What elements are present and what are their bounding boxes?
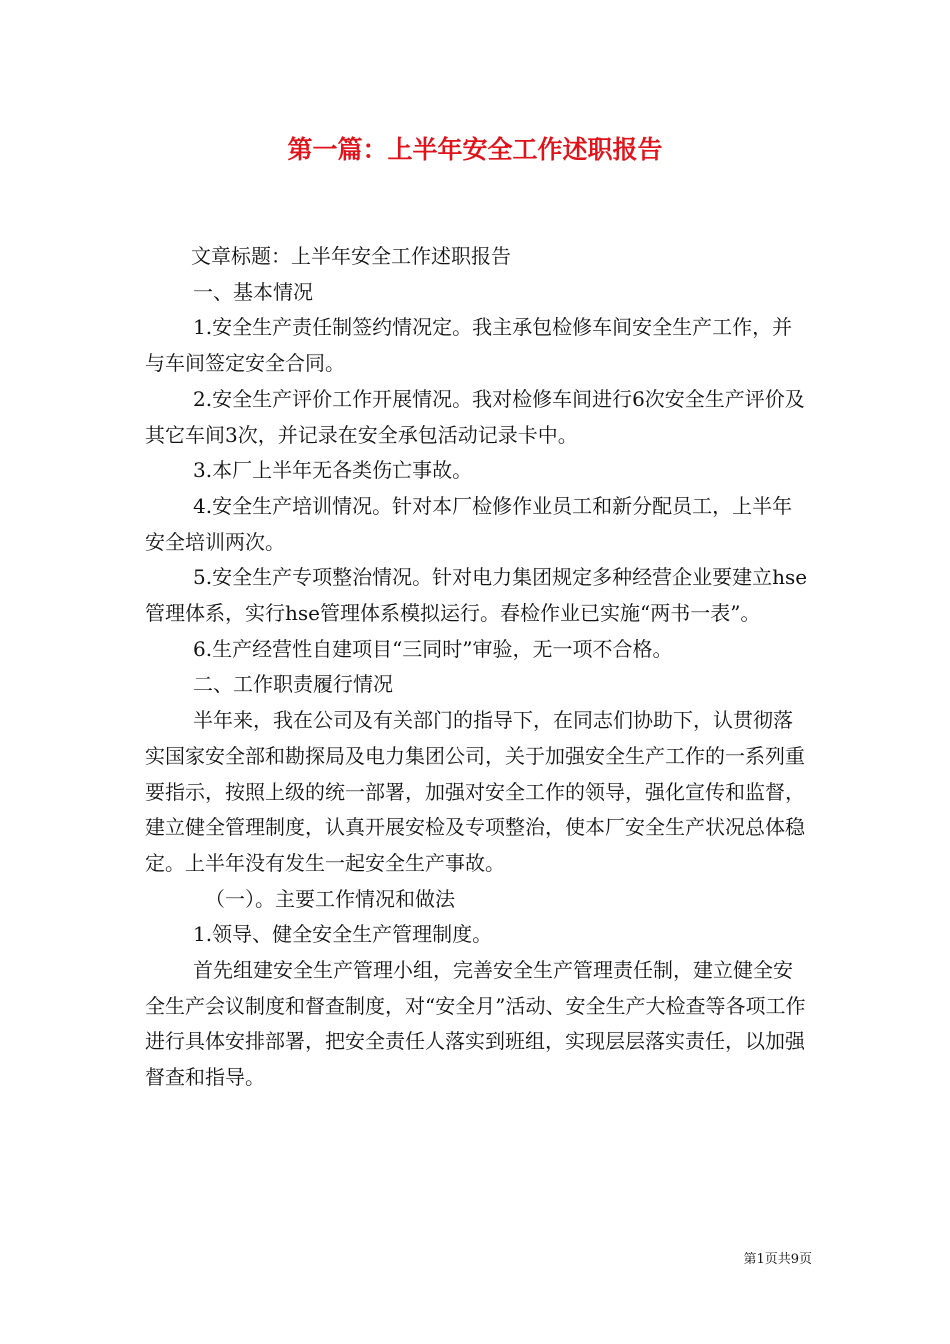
paragraph-half-year-summary: 半年来，我在公司及有关部门的指导下，在同志们协助下，认贯彻落实国家安全部和勘探局及电力集团公司，关于加强安全生产工作的一系列重要指示，按照上级的统一部署，加强对安全工作的领导，强化宣传和监督，建立健全管理制度，认真开展安检及专项整治，使本厂安全生产状况总体稳定。上半年没有发生一起安全生产事故。 [145,708,805,875]
paragraph-leadership-heading: 1.领导、健全安全生产管理制度。 [193,922,493,947]
document-title: 第一篇：上半年安全工作述职报告 [287,135,663,164]
section-heading-duties: 二、工作职责履行情况 [193,672,393,697]
paragraph-item-2: 2.安全生产评价工作开展情况。我对检修车间进行6次安全生产评价及其它车间3次，并记录在安全承包活动记录卡中。 [145,386,805,447]
subsection-heading-main-work: （一）。主要工作情况和做法 [205,886,455,911]
paragraph-item-5: 5.安全生产专项整治情况。针对电力集团规定多种经营企业要建立hse管理体系，实行hse管理体系模拟运行。春检作业已实施“两书一表”。 [145,565,808,626]
paragraph-item-3: 3.本厂上半年无各类伤亡事故。 [193,458,473,483]
article-heading: 文章标题：上半年安全工作述职报告 [191,244,511,268]
document-body [145,239,810,1096]
paragraph-item-4: 4.安全生产培训情况。针对本厂检修作业员工和新分配员工，上半年安全培训两次。 [145,493,793,554]
paragraph-management-group: 首先组建安全生产管理小组，完善安全生产管理责任制，建立健全安全生产会议制度和督查制度，对“安全月”活动、安全生产大检查等各项工作进行具体安排部署，把安全责任人落实到班组，实现层层落实责任，以加强督查和指导。 [145,958,806,1090]
paragraph-item-6: 6.生产经营性自建项目“三同时”审验，无一项不合格。 [193,636,673,661]
page-number: 第1页共9页 [743,1252,812,1267]
paragraph-item-1: 1.安全生产责任制签约情况定。我主承包检修车间安全生产工作，并与车间签定安全合同。 [145,315,793,376]
section-heading-basic: 一、基本情况 [193,279,313,304]
